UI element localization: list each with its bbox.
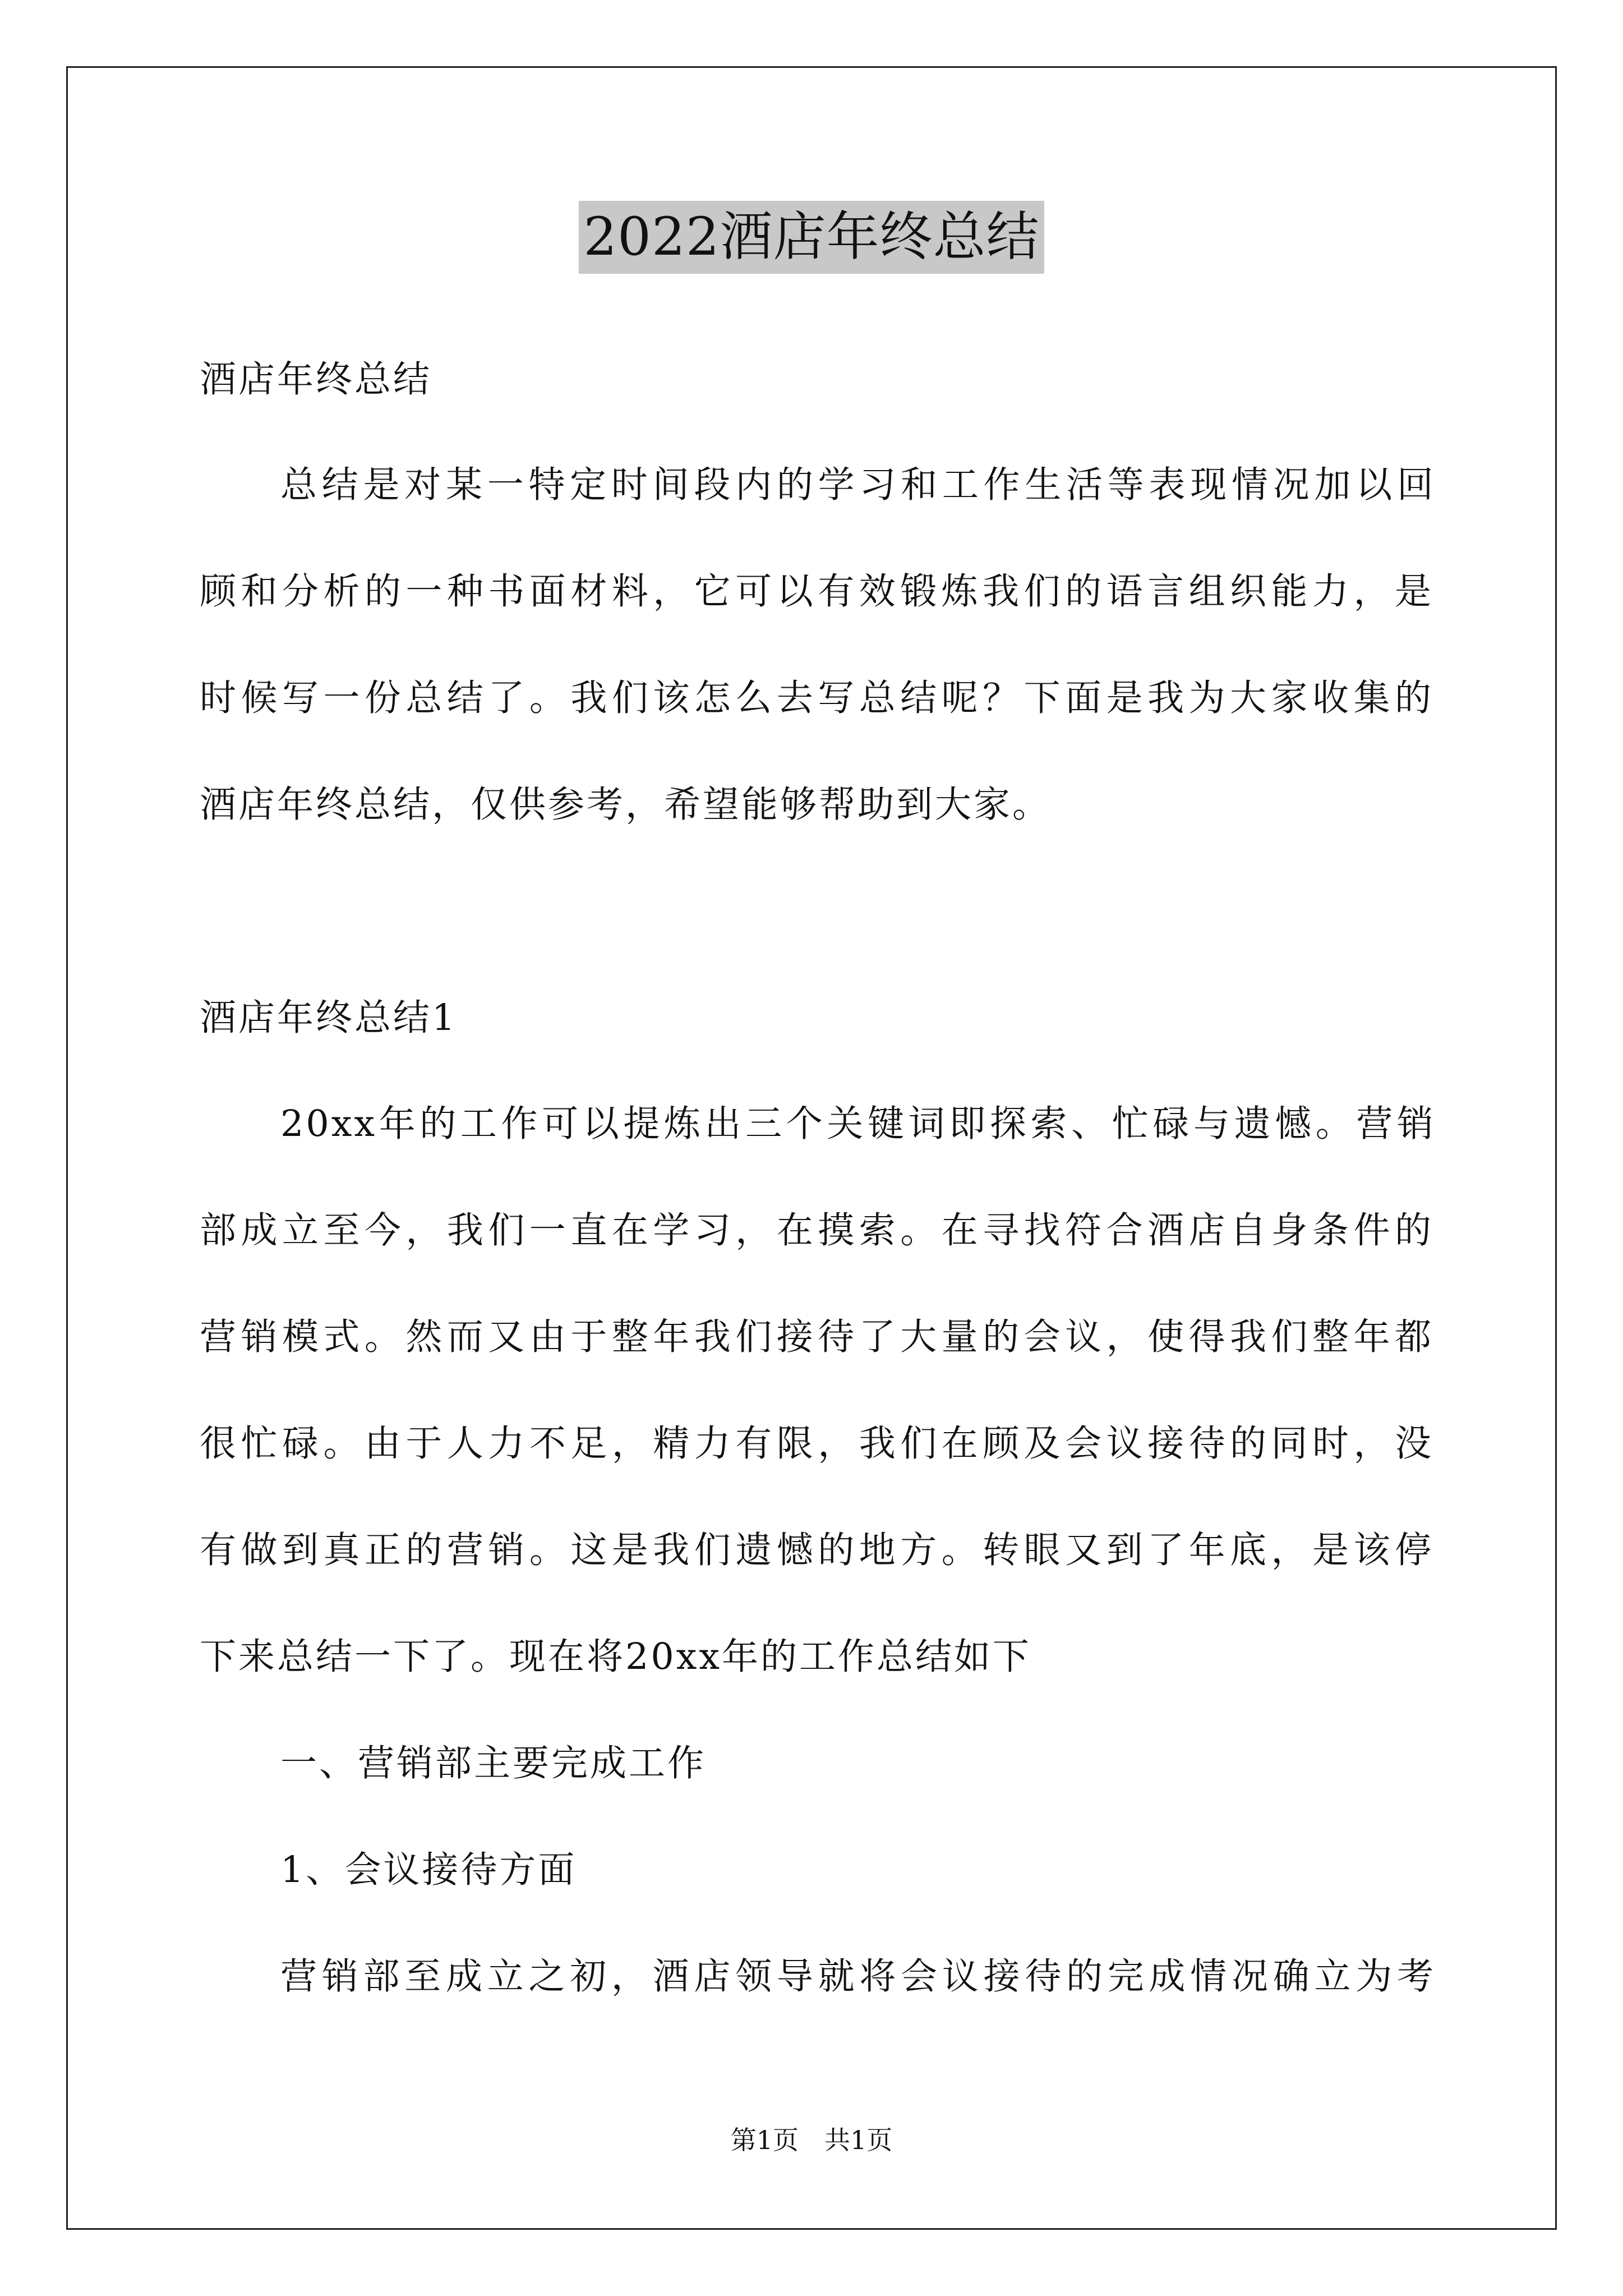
intro-line-2: 顾和分析的一种书面材料，它可以有效锻炼我们的语言组织能力，是 [200, 570, 1433, 613]
body-last-line: 营销部至成立之初，酒店领导就将会议接待的完成情况确立为考 [280, 1955, 1436, 1998]
body-line-2: 部成立至今，我们一直在学习，在摸索。在寻找符合酒店自身条件的 [200, 1209, 1433, 1251]
section-heading: 酒店年终总结1 [200, 997, 458, 1039]
intro-line-3: 时候写一份总结了。我们该怎么去写总结呢？下面是我为大家收集的 [200, 677, 1433, 719]
heading-1: 一、营销部主要完成工作 [280, 1742, 707, 1784]
title-container [0, 201, 1623, 274]
intro-line-4: 酒店年终总结，仅供参考，希望能够帮助到大家。 [200, 784, 1052, 826]
intro-line-1: 总结是对某一特定时间段内的学习和工作生活等表现情况加以回 [280, 464, 1436, 506]
document-title: 2022酒店年终总结 [579, 201, 1044, 274]
body-line-4: 很忙碌。由于人力不足，精力有限，我们在顾及会议接待的同时，没 [200, 1423, 1433, 1465]
subtitle: 酒店年终总结 [200, 358, 432, 401]
heading-1-1: 1、会议接待方面 [280, 1849, 577, 1891]
body-line-6: 下来总结一下了。现在将20xx年的工作总结如下 [200, 1636, 1032, 1678]
body-line-3: 营销模式。然而又由于整年我们接待了大量的会议，使得我们整年都 [200, 1316, 1433, 1358]
body-line-1: 20xx年的工作可以提炼出三个关键词即探索、忙碌与遗憾。营销 [280, 1103, 1436, 1145]
page-footer: 第1页 共1页 [730, 2125, 893, 2155]
body-line-5: 有做到真正的营销。这是我们遗憾的地方。转眼又到了年底，是该停 [200, 1529, 1433, 1571]
